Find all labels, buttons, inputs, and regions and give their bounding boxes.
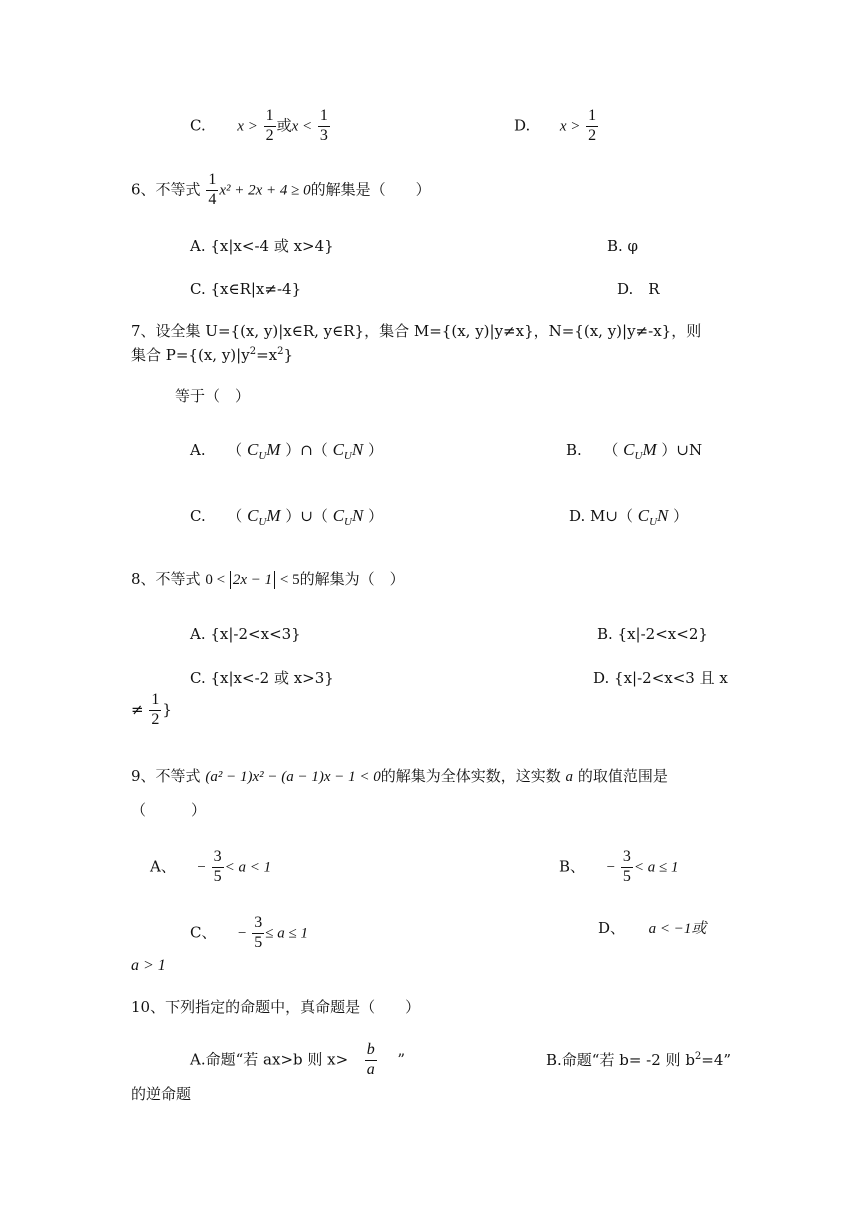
q8-option-c: C. {x|x<-2 或 x>3} bbox=[190, 669, 334, 687]
q8-stem: 8、不等式 0 < 2x − 1 < 5的解集为（ ） bbox=[131, 570, 405, 588]
fraction: $\frac{3}{5}$ bbox=[622, 848, 631, 885]
q9-option-d: D、 a < −1或 bbox=[598, 919, 707, 937]
q6-option-a: A. {x|x<-4 或 x>4} bbox=[190, 237, 334, 255]
math-expr: x > bbox=[559, 118, 581, 135]
option-label: C. bbox=[190, 116, 206, 135]
q7-stem-line1: 7、设全集 U={(x, y)|x∈R, y∈R}，集合 M={(x, y)|y≠x}，N={(x, y)|y≠-x}，则 bbox=[131, 322, 702, 340]
q6-option-d: D. R bbox=[617, 280, 660, 298]
fraction: $\frac{1}{4}$ bbox=[208, 171, 217, 208]
q9-option-d-cont: a > 1 bbox=[131, 957, 166, 974]
q5-option-c bbox=[190, 108, 331, 145]
q9-option-a: A、 − $\frac{3}{5}$ < a < 1 bbox=[150, 848, 272, 885]
q6-option-c: C. {x∈R|x≠-4} bbox=[190, 280, 302, 298]
q6-option-b: B. φ bbox=[607, 237, 639, 255]
fraction: $\frac{3}{5}$ bbox=[254, 914, 263, 951]
q8-option-d-cont: ≠ $\frac{1}{2}$ } bbox=[131, 691, 172, 728]
fraction: $\frac{1}{2}$ bbox=[151, 691, 160, 728]
q8-option-a: A. {x|-2<x<3} bbox=[190, 625, 301, 643]
q6-stem bbox=[131, 172, 431, 209]
q9-paren: （ ） bbox=[131, 801, 207, 819]
q7-option-d: D. M∪（ $C_UN$ ） bbox=[569, 506, 689, 528]
q9-option-b: B、 − $\frac{3}{5}$ < a ≤ 1 bbox=[559, 848, 679, 885]
q8-option-d: D. {x|-2<x<3 且 x bbox=[593, 669, 728, 687]
question-text: 6、不等式 bbox=[131, 180, 201, 199]
text-or: 或 bbox=[276, 116, 292, 135]
fraction: $\frac{b}{a}$ bbox=[366, 1041, 375, 1078]
q7-stem-line2: 集合 P={(x, $y)|y^2=x^2$} bbox=[131, 346, 294, 364]
math-expr: x < bbox=[291, 118, 313, 135]
fraction: $\frac{1}{2}$ bbox=[588, 107, 597, 144]
q9-option-c: C、 − $\frac{3}{5}$ ≤ a ≤ 1 bbox=[190, 914, 309, 951]
q10-stem: 10、下列指定的命题中，真命题是（ ） bbox=[131, 998, 421, 1016]
q10-option-b: B.命题“若 b= -2 则 $b^2=4$” bbox=[546, 1051, 732, 1069]
math-expr: (a² − 1)x² − (a − 1)x − 1 < 0 bbox=[205, 769, 381, 785]
option-label: D. bbox=[514, 116, 531, 135]
q10-option-a: A.命题“若 ax>b 则 x> $\frac{b}{a}$ ” bbox=[190, 1041, 405, 1078]
fraction: $\frac{1}{3}$ bbox=[319, 107, 328, 144]
q7-option-a: A. （ $C_UM$ ）∩（ $C_UN$ ） bbox=[190, 440, 384, 462]
q5-option-d bbox=[514, 108, 599, 145]
fraction: $\frac{3}{5}$ bbox=[213, 848, 222, 885]
q10-option-b-cont: 的逆命题 bbox=[131, 1085, 192, 1103]
math-expr: x > bbox=[237, 118, 258, 135]
absolute-value: 2x − 1 bbox=[230, 571, 275, 589]
q8-option-b: B. {x|-2<x<2} bbox=[597, 625, 708, 643]
fraction: $\frac{1}{2}$ bbox=[265, 107, 274, 144]
math-expr: x² + 2x + 4 ≥ 0 bbox=[219, 182, 311, 199]
q7-option-b: B. （ $C_UM$ ）∪N bbox=[566, 440, 703, 462]
question-text: 的解集是（ ） bbox=[310, 180, 431, 199]
q7-option-c: C. （ $C_UM$ ）∪（ $C_UN$ ） bbox=[190, 506, 384, 528]
q7-stem-line3: 等于（ ） bbox=[175, 387, 251, 405]
q9-stem: 9、不等式 (a² − 1)x² − (a − 1)x − 1 < 0的解集为全体实数，这实数 a 的取值范围是 bbox=[131, 767, 668, 785]
